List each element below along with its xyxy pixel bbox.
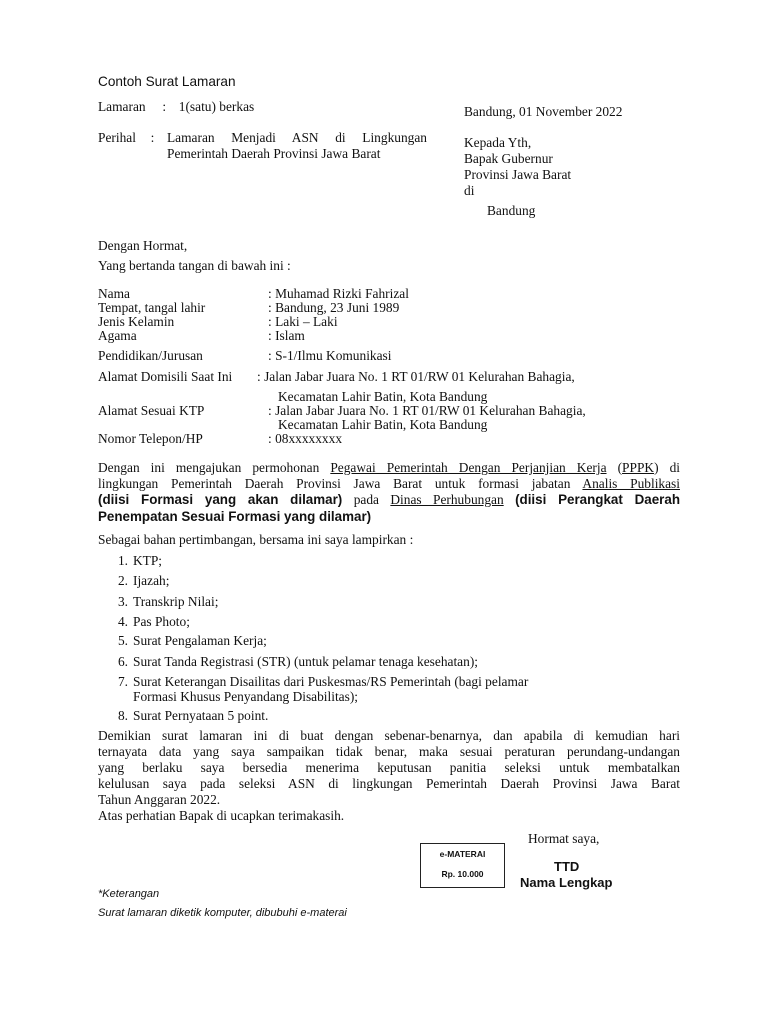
list-item (98, 674, 528, 704)
recipient-line-4: di (464, 183, 475, 198)
list-item-text: Surat Pernyataan 5 point. (133, 708, 269, 723)
lamaran-row (98, 99, 254, 115)
field-value: : 08xxxxxxxx (268, 431, 343, 446)
application-text: ) di (654, 460, 680, 475)
perangkat-note-1: (diisi Perangkat Daerah (515, 492, 681, 507)
footnote-title: *Keterangan (98, 888, 160, 900)
perihal-label: Perihal (98, 130, 136, 145)
list-item (98, 553, 162, 568)
field-domisili-cont: Kecamatan Lahir Batin, Kota Bandung (278, 389, 488, 404)
perihal-line-1: Lamaran Menjadi ASN di Lingkungan (167, 130, 427, 145)
footnote-text: Surat lamaran diketik komputer, dibubuhi e-materai (98, 907, 347, 919)
perangkat-note-2: Penempatan Sesuai Formasi yang dilamar) (98, 509, 372, 524)
closing-paragraph (98, 728, 680, 824)
application-line-1 (98, 460, 680, 476)
list-item-text: Ijazah; (133, 573, 170, 588)
materai-price: Rp. 10.000 (441, 869, 484, 879)
field-value: : Bandung, 23 Juni 1989 (268, 300, 400, 315)
field-label: Jenis Kelamin (98, 314, 175, 329)
greeting: Dengan Hormat, (98, 238, 188, 253)
perangkat-name: Dinas Perhubungan (390, 492, 504, 507)
list-item (98, 654, 478, 669)
list-item-text-cont: Formasi Khusus Penyandang Disabilitas); (133, 689, 359, 704)
field-value: : Laki – Laki (268, 314, 338, 329)
formasi-note: (diisi Formasi yang akan dilamar) (98, 492, 343, 507)
intro-text: Yang bertanda tangan di bawah ini : (98, 258, 291, 273)
jabatan-name: Analis Publikasi (582, 476, 680, 491)
application-text: lingkungan Pemerintah Daerah Provinsi Jawa Barat untuk formasi jabatan (98, 476, 571, 491)
application-text: pada (353, 492, 379, 507)
field-ktp-cont: Kecamatan Lahir Batin, Kota Bandung (278, 417, 488, 432)
perihal-row (98, 130, 154, 146)
recipient-line-1: Kepada Yth, (464, 135, 532, 150)
pppk-name: Pegawai Pemerintah Dengan Perjanjian Kerja (330, 460, 607, 475)
perihal-separator: : (150, 130, 155, 145)
closing-line-1: Demikian surat lamaran ini di buat dengan sebenar-benarnya, dan apabila di kemudian hari (98, 728, 680, 743)
closing-line-3: yang berlaku saya bersedia menerima keputusan panitia seleksi untuk membatalkan (98, 760, 680, 775)
document-title: Contoh Surat Lamaran (98, 74, 236, 89)
list-item-text: Surat Keterangan Disailitas dari Puskesmas/RS Pemerintah (bagi pelamar (133, 674, 529, 689)
list-item (98, 708, 268, 723)
field-value: : S-1/Ilmu Komunikasi (268, 348, 392, 363)
list-item-number: 5. (117, 633, 128, 648)
list-item (98, 573, 169, 588)
perihal-line-2: Pemerintah Daerah Provinsi Jawa Barat (167, 146, 381, 161)
field-pendidikan (98, 348, 392, 364)
list-item-number: 6. (117, 654, 128, 669)
list-item-text: Pas Photo; (133, 614, 190, 629)
list-item-text: Transkrip Nilai; (133, 594, 219, 609)
list-item (98, 614, 190, 629)
attachments-intro: Sebagai bahan pertimbangan, bersama ini saya lampirkan : (98, 532, 414, 547)
closing-line-4: kelulusan saya pada seleksi ASN di lingkungan Pemerintah Daerah Provinsi Jawa Barat (98, 776, 680, 791)
application-text: ( (617, 460, 623, 475)
list-item-number: 8. (117, 708, 128, 723)
closing-line-2: ternayata data yang saya sampaikan tidak benar, maka sesuai peraturan perundang-undangan (98, 744, 680, 759)
field-label: Pendidikan/Jurusan (98, 348, 203, 363)
lamaran-value: 1(satu) berkas (178, 99, 255, 114)
letter-date: Bandung, 01 November 2022 (464, 104, 623, 119)
application-line-2 (98, 476, 680, 492)
list-item-number: 1. (117, 553, 128, 568)
field-label: Alamat Domisili Saat Ini (98, 369, 233, 384)
field-label: Alamat Sesuai KTP (98, 403, 205, 418)
closing-salutation: Hormat saya, (528, 831, 600, 846)
lamaran-separator: : (162, 99, 167, 114)
list-item-number: 3. (117, 594, 128, 609)
field-value: : Muhamad Rizki Fahrizal (268, 286, 409, 301)
application-line-3 (98, 492, 680, 509)
field-value: : Jalan Jabar Juara No. 1 RT 01/RW 01 Kelurahan Bahagia, (268, 403, 586, 418)
list-item-text: KTP; (133, 553, 163, 568)
signature-name: Nama Lengkap (520, 875, 613, 890)
list-item-text: Surat Pengalaman Kerja; (133, 633, 267, 648)
field-domisili (98, 369, 575, 385)
field-value: : Jalan Jabar Juara No. 1 RT 01/RW 01 Kelurahan Bahagia, (257, 369, 575, 384)
recipient-line-3: Provinsi Jawa Barat (464, 167, 572, 182)
field-label: Agama (98, 328, 137, 343)
field-telepon (98, 431, 342, 447)
application-paragraph (98, 460, 680, 525)
list-item-number: 4. (117, 614, 128, 629)
closing-thanks: Atas perhatian Bapak di ucapkan terimakasih. (98, 808, 345, 823)
signature-ttd: TTD (554, 859, 580, 874)
lamaran-label: Lamaran (98, 99, 146, 114)
list-item-number: 7. (117, 674, 128, 689)
field-label: Nomor Telepon/HP (98, 431, 203, 446)
field-value: : Islam (268, 328, 305, 343)
perihal-value (167, 130, 427, 162)
pppk-abbr: PPPK (622, 460, 655, 475)
field-label: Nama (98, 286, 130, 301)
list-item (98, 594, 218, 609)
list-item-number: 2. (117, 573, 128, 588)
closing-line-5: Tahun Anggaran 2022. (98, 792, 221, 807)
recipient-line-2: Bapak Gubernur (464, 151, 553, 166)
list-item-text: Surat Tanda Registrasi (STR) (untuk pelamar tenaga kesehatan); (133, 654, 479, 669)
e-materai-box (420, 843, 505, 888)
application-text: Dengan ini mengajukan permohonan (98, 460, 320, 475)
materai-title: e-MATERAI (439, 849, 486, 859)
field-agama (98, 328, 305, 344)
list-item (98, 633, 267, 648)
field-label: Tempat, tangal lahir (98, 300, 206, 315)
recipient-line-5: Bandung (487, 203, 536, 218)
